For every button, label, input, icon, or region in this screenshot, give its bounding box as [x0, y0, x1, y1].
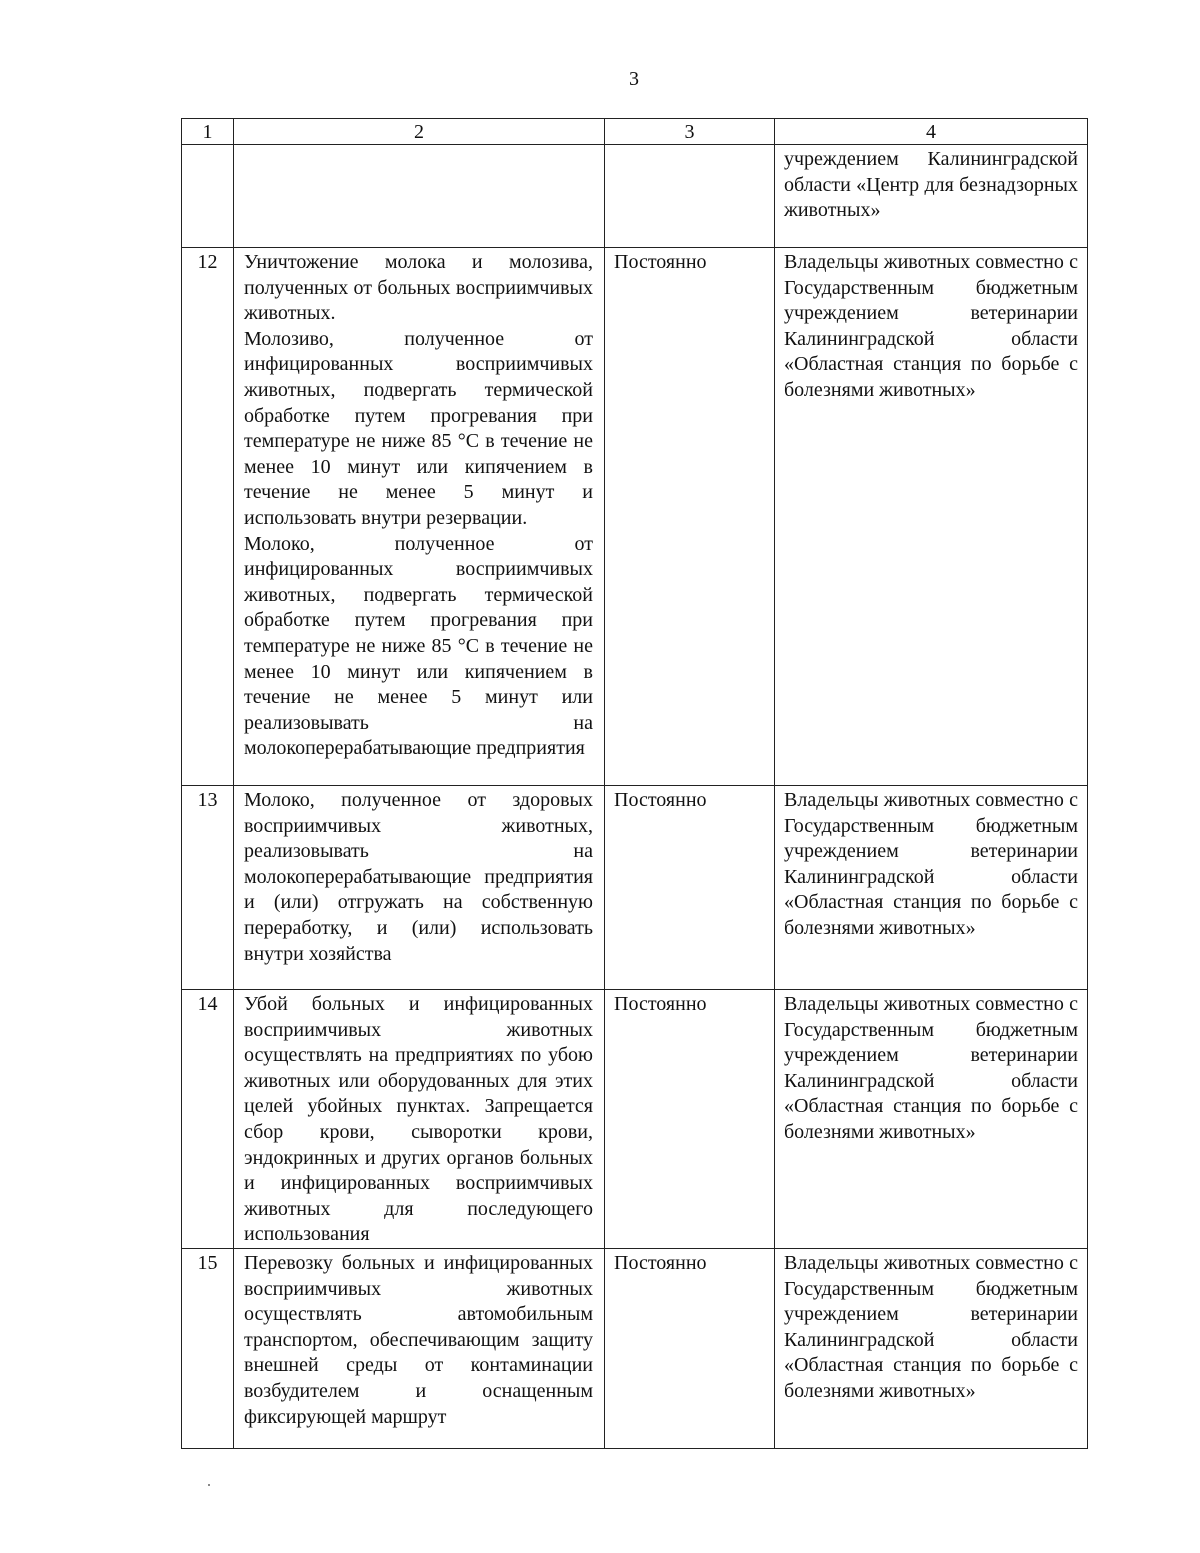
description-paragraph: Молоко, полученное от инфицированных восприимчивых животных, подвергать термической обработке путем прогревания при температуре не ниже 85 °С в течение не менее 10 минут или кипячением в течение не менее 5 минут или реализовывать на молокоперерабатывающие предприятия	[244, 532, 593, 760]
scan-speck	[208, 1484, 210, 1486]
row-number-cell: 15	[182, 1248, 234, 1448]
column-header-2: 2	[234, 119, 605, 145]
row-number-cell: 14	[182, 990, 234, 1249]
row-description-cell	[234, 145, 605, 248]
row-term-cell: Постоянно	[605, 1248, 775, 1448]
row-term-cell	[605, 145, 775, 248]
description-paragraph: Молоко, полученное от здоровых восприимчивых животных, реализовывать на молокоперерабатывающие предприятия и (или) отгружать на собственную переработку, и (или) использовать внутри хозяйства	[244, 789, 593, 965]
table-row-13	[182, 786, 1088, 990]
description-paragraph: Убой больных и инфицированных восприимчивых животных осуществлять на предприятиях по убою животных или оборудованных для этих целей убойных пунктах. Запрещается сбор крови, сыворотки крови, эндокринных и других органов больных и инфицированных восприимчивых животных для последующего использования	[244, 993, 593, 1246]
description-paragraph: Перевозку больных и инфицированных восприимчивых животных осуществлять автомобильным транспортом, обеспечивающим защиту внешней среды от контаминации возбудителем и оснащенным фиксирующей маршрут	[244, 1251, 593, 1428]
row-term-cell: Постоянно	[605, 248, 775, 786]
row-description-cell	[234, 1248, 605, 1448]
description-paragraph: Молозиво, полученное от инфицированных восприимчивых животных, подвергать термической обработке путем прогревания при температуре не ниже 85 °С в течение не менее 10 минут или кипячением в течение не менее 5 минут и использовать внутри резервации.	[244, 327, 593, 529]
row-responsible-cell: учреждением Калининградской области «Центр для безнадзорных животных»	[775, 145, 1088, 248]
measures-table	[181, 118, 1088, 1449]
row-responsible-cell: Владельцы животных совместно с Государственным бюджетным учреждением ветеринарии Калининградской области «Областная станция по борьбе с болезнями животных»	[775, 248, 1088, 786]
table-row-15	[182, 1248, 1088, 1448]
table-row-12	[182, 248, 1088, 786]
table-row-continuation	[182, 145, 1088, 248]
row-description-cell	[234, 990, 605, 1249]
column-header-4: 4	[775, 119, 1088, 145]
table-header-row	[182, 119, 1088, 145]
row-number-cell	[182, 145, 234, 248]
row-number-cell: 13	[182, 786, 234, 990]
description-paragraph: Уничтожение молока и молозива, полученных от больных восприимчивых животных.	[244, 251, 593, 325]
column-header-3: 3	[605, 119, 775, 145]
row-description-cell	[234, 786, 605, 990]
row-number-cell: 12	[182, 248, 234, 786]
row-term-cell: Постоянно	[605, 786, 775, 990]
row-responsible-cell: Владельцы животных совместно с Государственным бюджетным учреждением ветеринарии Калининградской области «Областная станция по борьбе с болезнями животных»	[775, 786, 1088, 990]
page-number: 3	[629, 68, 639, 90]
row-description-cell	[234, 248, 605, 786]
row-responsible-cell: Владельцы животных совместно с Государственным бюджетным учреждением ветеринарии Калининградской области «Областная станция по борьбе с болезнями животных»	[775, 990, 1088, 1249]
table-row-14	[182, 990, 1088, 1249]
row-responsible-cell: Владельцы животных совместно с Государственным бюджетным учреждением ветеринарии Калининградской области «Областная станция по борьбе с болезнями животных»	[775, 1248, 1088, 1448]
column-header-1: 1	[182, 119, 234, 145]
row-term-cell: Постоянно	[605, 990, 775, 1249]
